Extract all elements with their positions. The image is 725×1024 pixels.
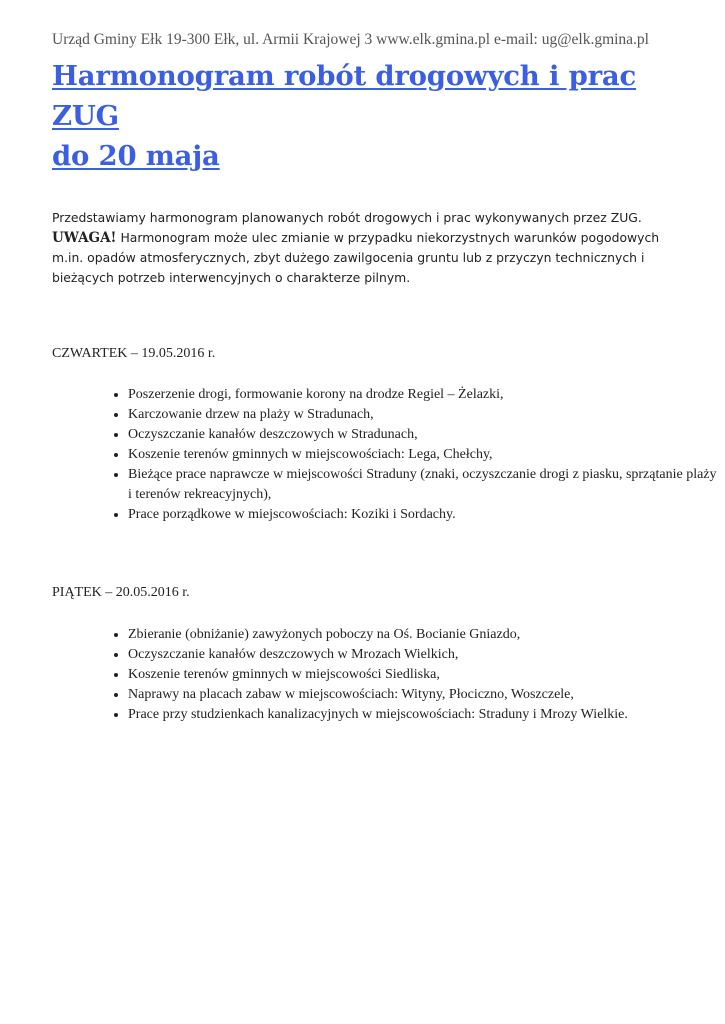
title-line-1: Harmonogram robót drogowych i prac ZUG [52, 60, 637, 132]
intro-text: Przedstawiamy harmonogram planowanych robót drogowych i prac wykonywanych przez ZUG. [52, 210, 642, 225]
intro-text-continued: Harmonogram może ulec zmianie w przypadku niekorzystnych warunków pogodowych m.in. opadów atmosferycznych, zbyt dużego zawilgocenia gruntu lub z przyczyn technicznych i bieżących potrzeb interwencyjnych o charakterze pilnym. [52, 230, 660, 285]
title-line-2: do 20 maja [52, 140, 220, 172]
page-title [52, 56, 692, 176]
task-list-thursday [80, 385, 718, 525]
intro-warning: UWAGA! [52, 230, 117, 246]
intro-paragraph [52, 208, 682, 288]
title-link[interactable] [52, 60, 636, 172]
list-item: • Naprawy na placach zabaw w miejscowościach: Wityny, Płociczno, Woszczele, [128, 685, 718, 705]
list-item: • Bieżące prace naprawcze w miejscowości Straduny (znaki, oczyszczanie drogi z piasku, sprzątanie plaży i terenów rekreacyjnych), [128, 465, 718, 505]
task-list-friday [80, 625, 718, 725]
list-item: • Prace porządkowe w miejscowościach: Koziki i Sordachy. [128, 505, 718, 525]
list-item: • Karczowanie drzew na plaży w Stradunach, [128, 405, 718, 425]
list-item: • Koszenie terenów gminnych w miejscowościach: Lega, Chełchy, [128, 445, 718, 465]
list-item: • Zbieranie (obniżanie) zawyżonych poboczy na Oś. Bocianie Gniazdo, [128, 625, 718, 645]
day-heading-thursday: CZWARTEK – 19.05.2016 r. [52, 346, 216, 361]
list-item: • Koszenie terenów gminnych w miejscowości Siedliska, [128, 665, 718, 685]
list-item: • Oczyszczanie kanałów deszczowych w Mrozach Wielkich, [128, 645, 718, 665]
list-item: • Poszerzenie drogi, formowanie korony na drodze Regiel – Żelazki, [128, 385, 718, 405]
day-heading-friday: PIĄTEK – 20.05.2016 r. [52, 585, 190, 600]
page-header: Urząd Gminy Ełk 19-300 Ełk, ul. Armii Krajowej 3 www.elk.gmina.pl e-mail: ug@elk.gmina.pl [52, 31, 649, 48]
list-item: • Prace przy studzienkach kanalizacyjnych w miejscowościach: Straduny i Mrozy Wielkie. [128, 705, 718, 725]
list-item: • Oczyszczanie kanałów deszczowych w Stradunach, [128, 425, 718, 445]
